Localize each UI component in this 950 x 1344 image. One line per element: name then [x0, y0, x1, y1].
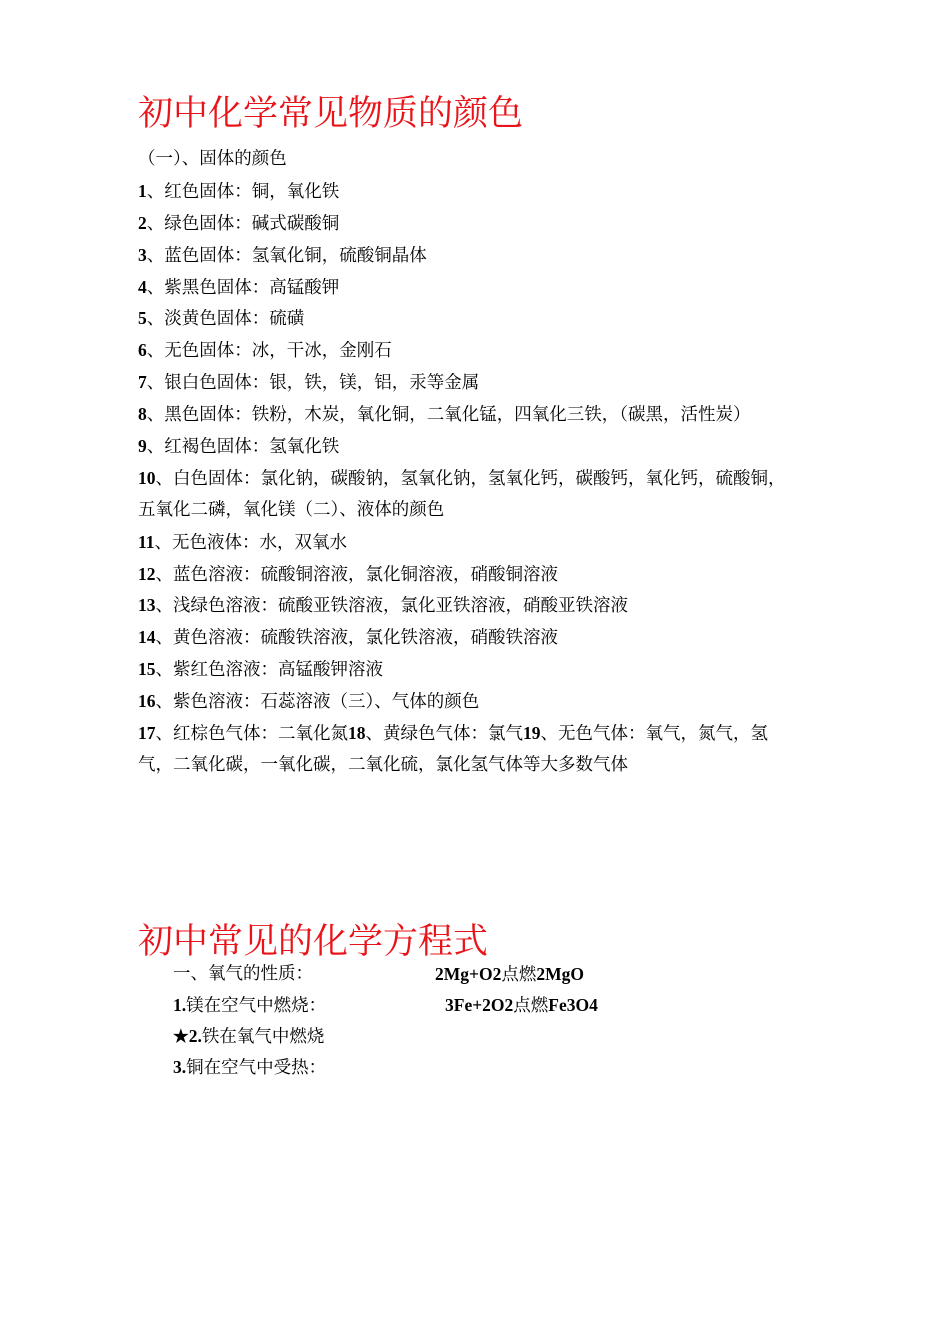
item-number: 14 — [138, 627, 156, 648]
list-item — [138, 527, 838, 559]
list-item — [138, 399, 838, 431]
item-text: 、红褐色固体：氢氧化铁 — [146, 437, 340, 458]
item-text: 、红棕色气体：二氧化氮 — [155, 724, 348, 745]
item-text: 五氧化二磷，氧化镁（二）、液体的颜色 — [138, 499, 445, 520]
list-item — [138, 303, 838, 335]
item-text: 、紫色溶液：石蕊溶液（三）、气体的颜色 — [155, 692, 480, 713]
list-item — [138, 335, 838, 367]
item-text: 、白色固体：氯化钠，碳酸钠，氢氧化钠，氢氧化钙，碳酸钙，氧化钙，硫酸铜， — [155, 468, 786, 489]
item-text: 、黄绿色气体：氯气 — [365, 724, 523, 745]
item-text: 、无色液体：水，双氧水 — [154, 532, 348, 553]
item-number: 15 — [138, 659, 156, 680]
item-number: 12 — [138, 563, 156, 584]
item-text: 、蓝色溶液：硫酸铜溶液，氯化铜溶液，硝酸铜溶液 — [155, 564, 558, 585]
item-text: 、黄色溶液：硫酸铁溶液，氯化铁溶液，硝酸铁溶液 — [155, 628, 558, 649]
item-number: ★2. — [173, 1026, 202, 1046]
item-number: 13 — [138, 595, 156, 616]
equation-row — [173, 1052, 773, 1083]
list-item — [138, 144, 838, 176]
equation-row — [173, 959, 773, 990]
section-title-colors: 初中化学常见物质的颜色 — [138, 94, 524, 134]
list-item — [138, 495, 838, 527]
section-title-equations: 初中常见的化学方程式 — [138, 922, 489, 962]
item-number: 16 — [138, 691, 156, 712]
item-number: 1 — [138, 180, 147, 201]
item-text: 、浅绿色溶液：硫酸亚铁溶液，氯化亚铁溶液，硝酸亚铁溶液 — [155, 596, 628, 617]
item-text: 、红色固体：铜，氧化铁 — [146, 181, 340, 202]
item-label: 铁在氧气中燃烧 — [201, 1027, 325, 1047]
item-number: 10 — [138, 467, 156, 488]
item-number: 18 — [348, 723, 366, 744]
item-text: 、银白色固体：银，铁，镁，铝，汞等金属 — [146, 373, 480, 394]
item-number: 3. — [173, 1057, 187, 1077]
list-item-continued: 气，二氧化碳，一氧化碳，二氧化硫，氯化氢气体等大多数气体 — [138, 754, 628, 775]
list-item — [138, 272, 838, 304]
item-text: 、绿色固体：碱式碳酸铜 — [146, 213, 340, 234]
item-label: 铜在空气中受热： — [186, 1058, 327, 1078]
item-number: 9 — [138, 436, 147, 457]
item-text: 、无色固体：冰，干冰，金刚石 — [146, 341, 392, 362]
item-text: 、紫红色溶液：高锰酸钾溶液 — [155, 660, 383, 681]
list-item — [138, 622, 838, 654]
item-text: （一）、固体的颜色 — [138, 149, 287, 169]
list-item — [138, 208, 838, 240]
item-number: 11 — [138, 531, 155, 552]
item-text: 、淡黄色固体：硫磺 — [146, 309, 305, 330]
list-item — [138, 431, 838, 463]
list-item — [138, 559, 838, 591]
equation-row — [173, 1021, 773, 1052]
list-item — [138, 686, 838, 718]
item-number: 3 — [138, 244, 147, 265]
subsection-heading: 一、氧气的性质： — [173, 964, 313, 984]
equations-list — [173, 959, 773, 1076]
item-number: 19 — [523, 723, 541, 744]
item-number: 1. — [173, 995, 187, 1015]
item-number: 6 — [138, 340, 147, 361]
list-item — [138, 240, 838, 272]
list-item — [138, 367, 838, 399]
item-number: 7 — [138, 372, 147, 393]
list-item — [138, 654, 838, 686]
item-text: 、紫黑色固体：高锰酸钾 — [146, 277, 340, 298]
item-number: 17 — [138, 723, 156, 744]
item-number: 4 — [138, 276, 147, 297]
item-number: 5 — [138, 308, 147, 329]
item-number: 2 — [138, 212, 147, 233]
list-item — [138, 176, 838, 208]
list-item — [138, 463, 838, 495]
equation-text: 3Fe+2O2点燃Fe3O4 — [445, 995, 598, 1016]
colors-list — [138, 144, 838, 782]
item-text: 、蓝色固体：氢氧化铜，硫酸铜晶体 — [146, 245, 427, 266]
item-text: 、黑色固体：铁粉，木炭，氧化铜，二氧化锰，四氧化三铁，（碳黑，活性炭） — [146, 405, 751, 426]
equation-text: 2Mg+O2点燃2MgO — [435, 964, 584, 985]
item-label: 镁在空气中燃烧： — [186, 996, 327, 1016]
item-number: 8 — [138, 404, 147, 425]
list-item — [138, 590, 838, 622]
list-item — [138, 718, 838, 750]
equation-row — [173, 990, 773, 1021]
item-text: 、无色气体：氧气，氮气，氢 — [540, 724, 768, 745]
